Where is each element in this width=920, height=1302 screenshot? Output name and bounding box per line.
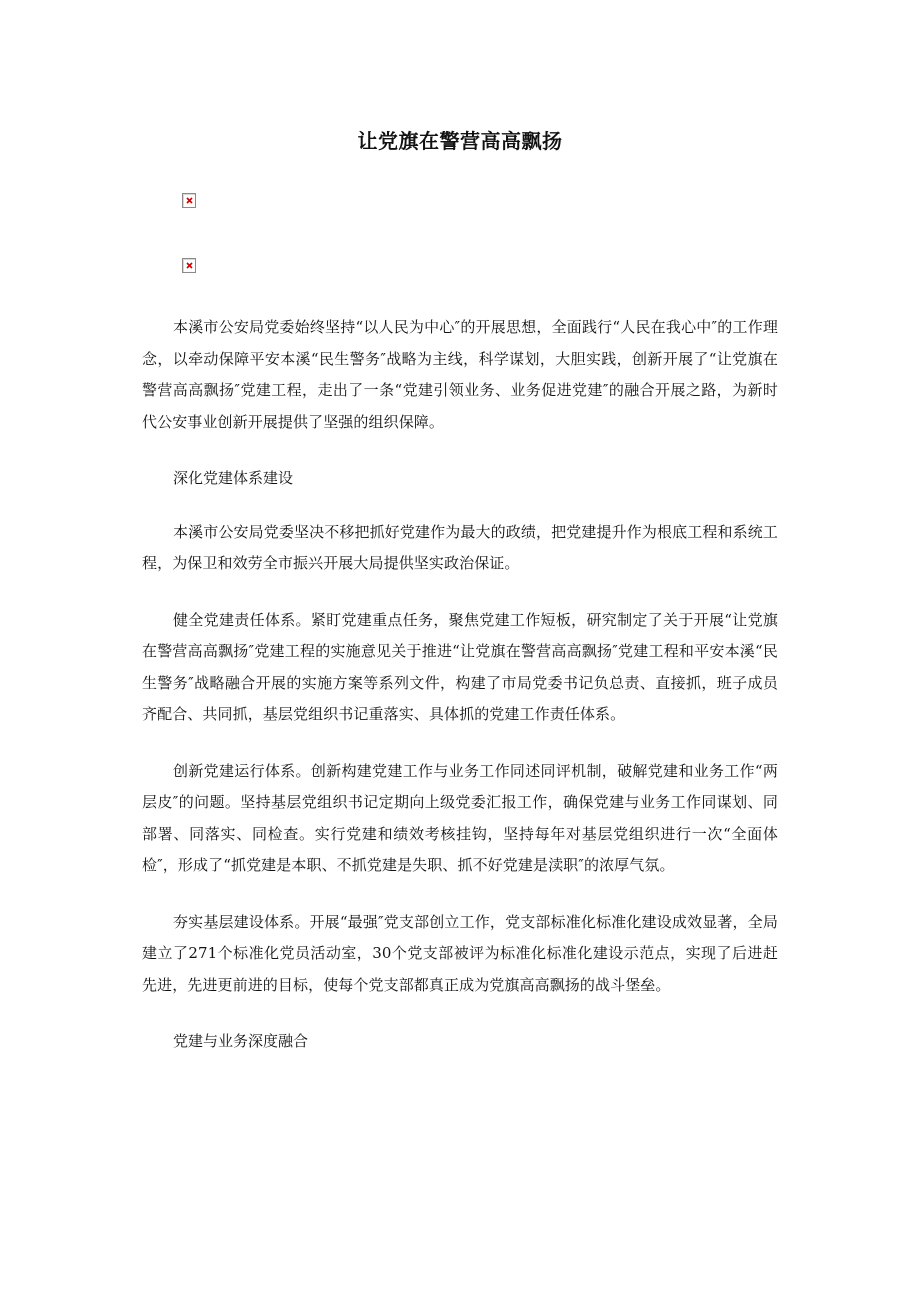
paragraph: 创新党建运行体系。创新构建党建工作与业务工作同述同评机制，破解党建和业务工作“两层皮″的问题。坚持基层党组织书记定期向上级党委汇报工作，确保党建与业务工作同谋划、同部署、同落实、同检查。实行党建和绩效考核挂钩，坚持每年对基层党组织进行一次“全面体检″，形成了“抓党建是本职、不抓党建是失职、抓不好党建是渎职″的浓厚气氛。 (142, 761, 778, 874)
broken-image-icon (182, 193, 196, 208)
paragraph: 夯实基层建设体系。开展“最强″党支部创立工作，党支部标准化标准化建设成效显著，全局建立了271个标准化党员活动室，30个党支部被评为标准化标准化建设示范点，实现了后进赶先进，先进更前进的目标，使每个党支部都真正成为党旗高高飘扬的战斗堡垒。 (142, 912, 778, 994)
document-body (142, 312, 778, 1080)
broken-image-icon (182, 258, 196, 273)
paragraph: 健全党建责任体系。紧盯党建重点任务，聚焦党建工作短板，研究制定了关于开展“让党旗在警营高高飘扬″党建工程的实施意见关于推进“让党旗在警营高高飘扬″党建工程和平安本溪“民生警务″战略融合开展的实施方案等系列文件，构建了市局党委书记负总责、直接抓，班子成员齐配合、共同抓，基层党组织书记重落实、具体抓的党建工作责任体系。 (142, 610, 778, 723)
section-heading: 深化党建体系建设 (173, 469, 294, 487)
paragraph-intro: 本溪市公安局党委始终坚持“以人民为中心″的开展思想，全面践行“人民在我心中″的工作理念，以牵动保障平安本溪“民生警务″战略为主线，科学谋划，大胆实践，创新开展了“让党旗在警营高高飘扬″党建工程，走出了一条“党建引领业务、业务促进党建″的融合开展之路，为新时代公安事业创新开展提供了坚强的组织保障。 (142, 318, 778, 431)
section-heading: 党建与业务深度融合 (173, 1032, 309, 1050)
paragraph: 本溪市公安局党委坚决不移把抓好党建作为最大的政绩，把党建提升作为根底工程和系统工程，为保卫和效劳全市振兴开展大局提供坚实政治保证。 (142, 522, 778, 572)
document-title: 让党旗在警营高高飘扬 (357, 129, 563, 153)
